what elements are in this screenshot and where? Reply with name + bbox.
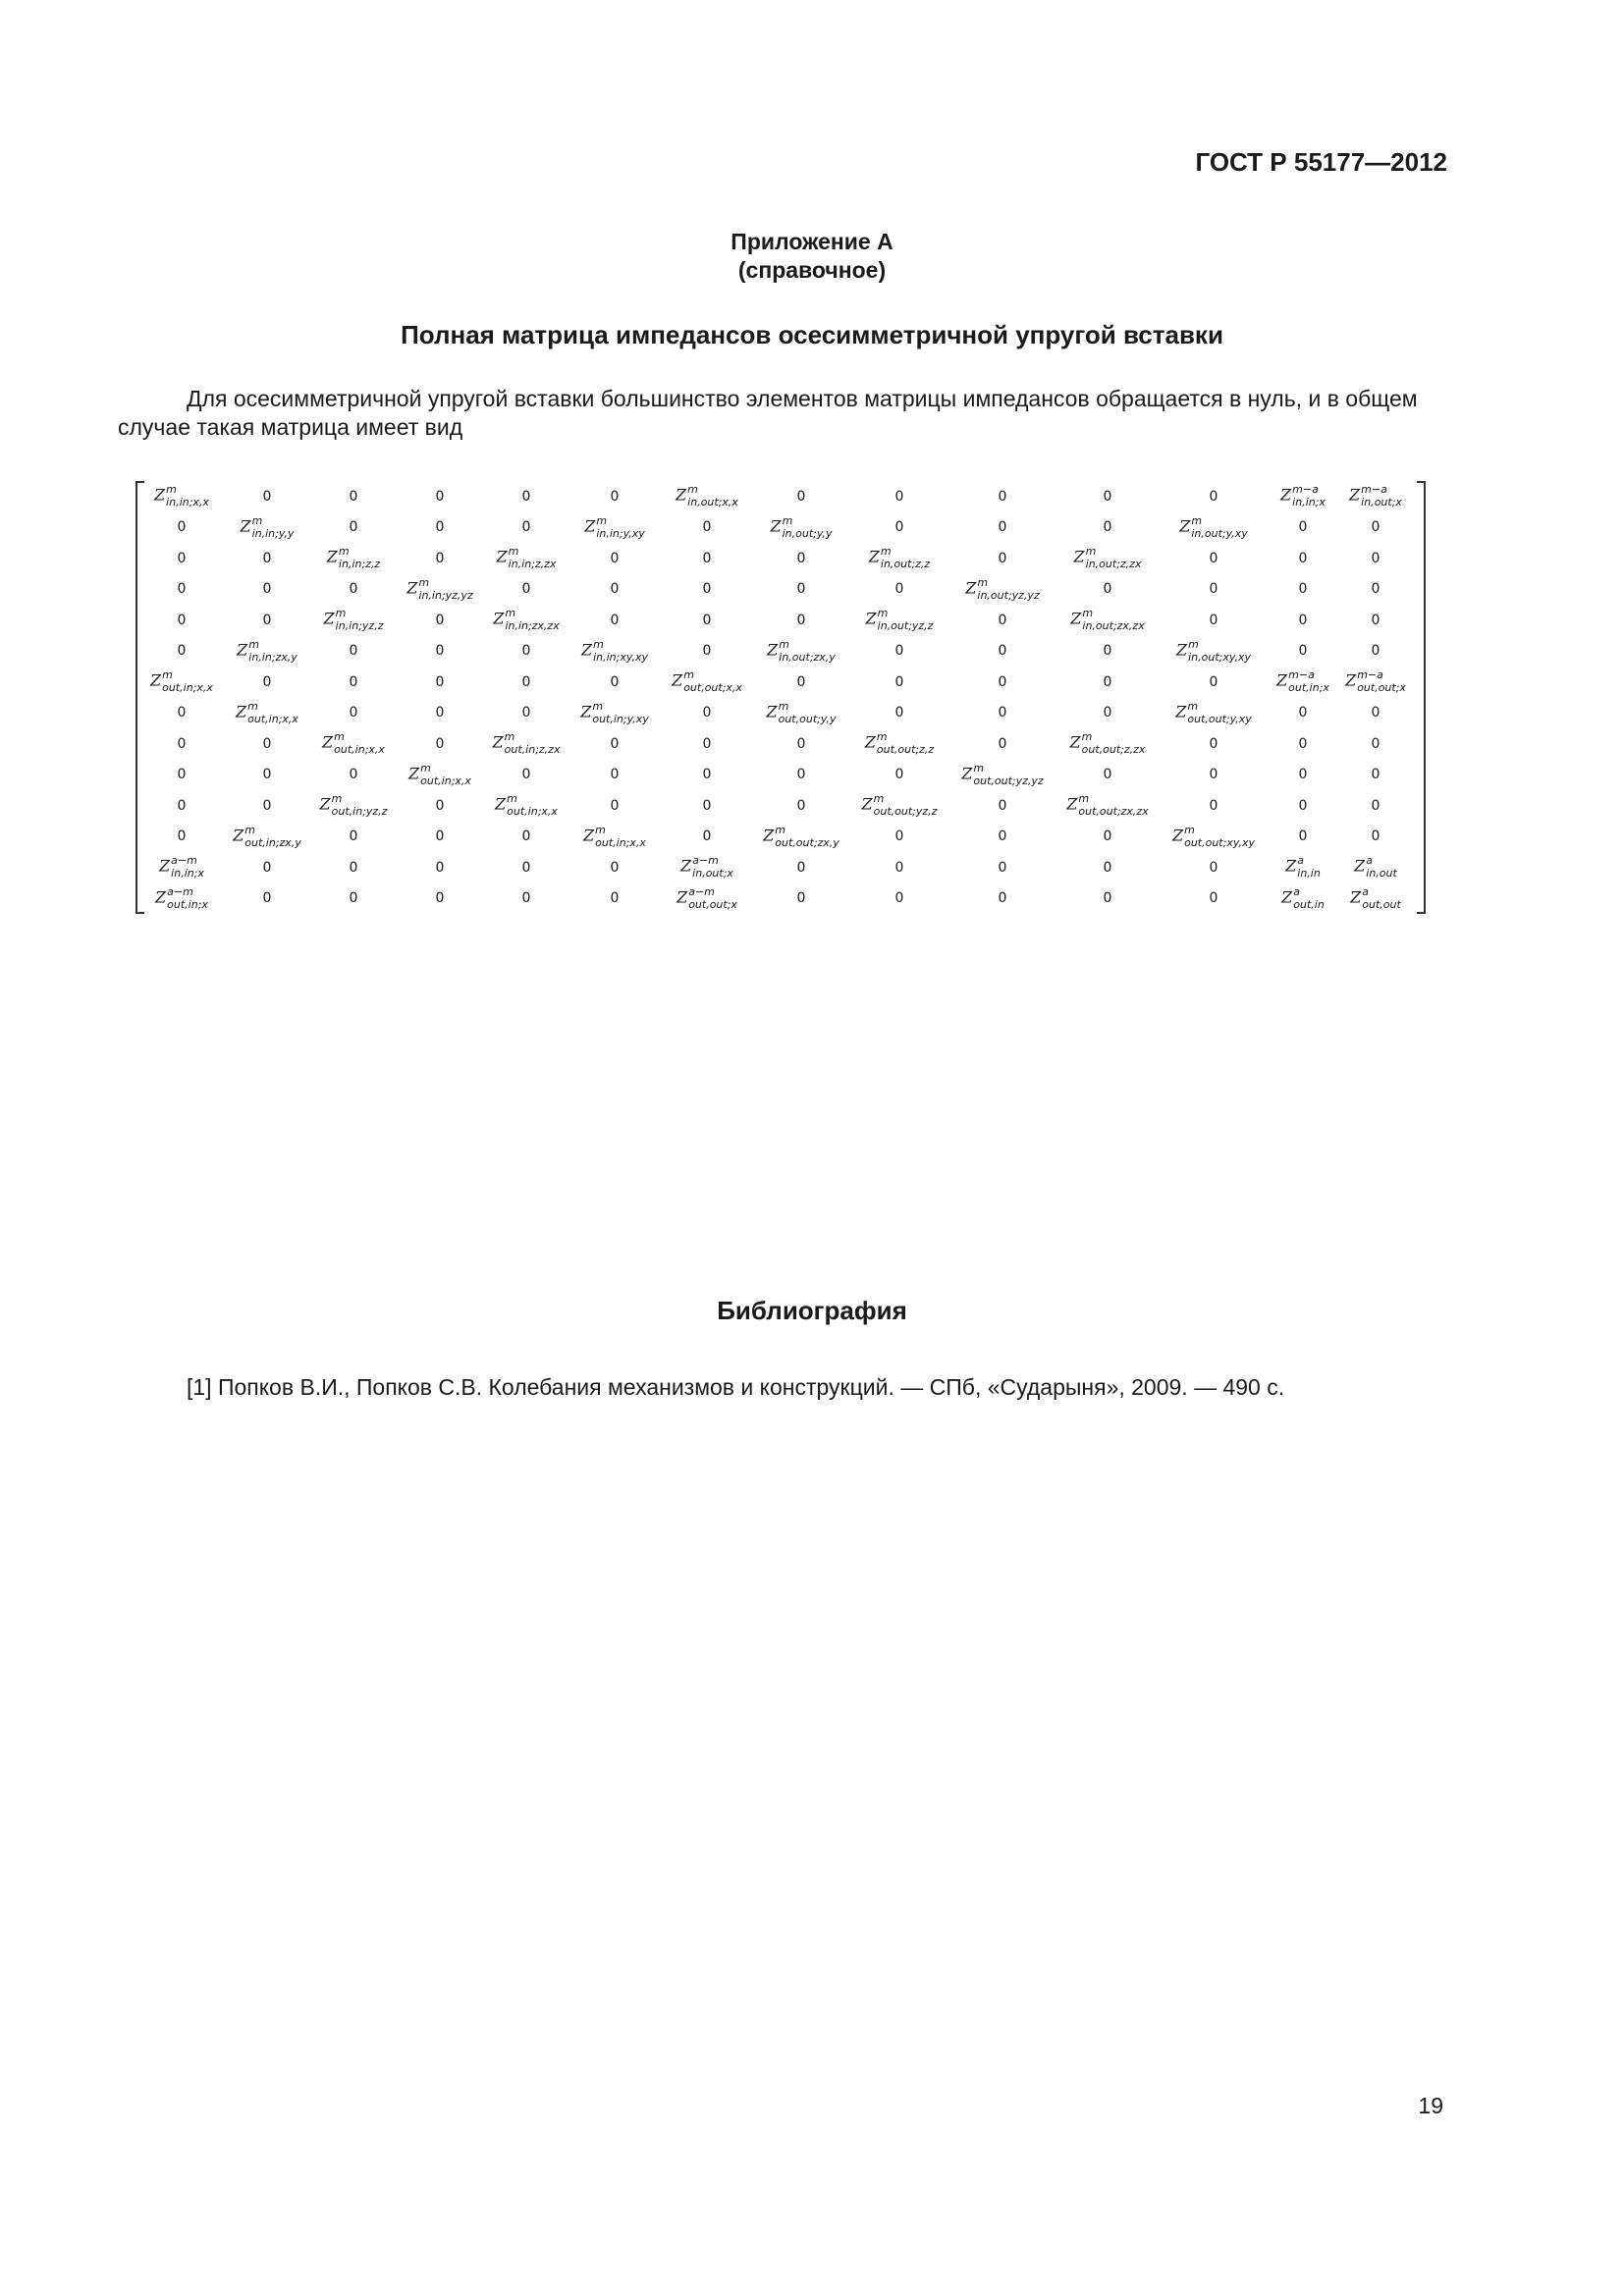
matrix-cell: 0 xyxy=(262,581,272,598)
matrix-cell: 0 xyxy=(1209,488,1218,505)
matrix-cell: 0 xyxy=(796,550,806,566)
matrix-cell: Z m in,out;yz,yz xyxy=(965,575,1040,602)
matrix-cell: 0 xyxy=(1371,612,1380,628)
matrix-cell: 0 xyxy=(1209,735,1218,752)
matrix-cell: Z m in,in;y,y xyxy=(240,513,295,540)
matrix-cell: 0 xyxy=(610,550,620,566)
matrix-cell: 0 xyxy=(1103,673,1112,690)
matrix-cell: 0 xyxy=(349,673,358,690)
matrix-cell: 0 xyxy=(262,797,272,814)
matrix-cell: Z m in,out;zx,y xyxy=(767,637,836,664)
matrix-cell: Z m in,out;x,x xyxy=(676,483,738,509)
matrix-cell: 0 xyxy=(894,519,904,536)
matrix-cell: 0 xyxy=(610,673,620,690)
matrix-cell: 0 xyxy=(998,705,1007,721)
matrix-cell: Z m in,out;y,xy xyxy=(1179,513,1248,540)
matrix-cell: Z m in,out;zx,zx xyxy=(1070,607,1145,633)
matrix-cell: 0 xyxy=(796,612,806,628)
matrix-cell: Z m out,in;x,x xyxy=(150,668,213,695)
matrix-cell: 0 xyxy=(610,612,620,628)
matrix-cell: 0 xyxy=(435,673,445,690)
matrix-cell: 0 xyxy=(1298,612,1308,628)
matrix-cell: 0 xyxy=(435,735,445,752)
matrix-row xyxy=(139,883,1412,915)
matrix-cell: 0 xyxy=(521,767,531,783)
matrix-cell: 0 xyxy=(349,890,358,907)
matrix-cell: 0 xyxy=(262,550,272,566)
matrix-cell: 0 xyxy=(1209,859,1218,876)
matrix-cell: 0 xyxy=(177,519,187,536)
matrix-cell: Z m in,out;z,zx xyxy=(1073,545,1142,571)
matrix-cell: 0 xyxy=(1371,705,1380,721)
matrix-cell: 0 xyxy=(521,859,531,876)
matrix-cell: Z m out,out;y,xy xyxy=(1175,699,1252,725)
matrix-cell: 0 xyxy=(177,612,187,628)
matrix-cell: 0 xyxy=(521,890,531,907)
matrix-cell: 0 xyxy=(1103,705,1112,721)
matrix-cell: 0 xyxy=(1298,767,1308,783)
matrix-cell: 0 xyxy=(262,859,272,876)
matrix-cell: 0 xyxy=(610,488,620,505)
appendix-heading xyxy=(0,228,1624,285)
matrix-cell: Z m in,out;z,z xyxy=(868,545,931,571)
matrix-cell: Z m out,in;x,x xyxy=(322,730,385,757)
matrix-cell: 0 xyxy=(894,859,904,876)
matrix-cell: Z a−m in,out;x xyxy=(680,854,733,881)
matrix-cell: 0 xyxy=(177,767,187,783)
matrix-cell: 0 xyxy=(1298,797,1308,814)
matrix-cell: Z m out,out;z,zx xyxy=(1069,730,1146,757)
matrix-cell: 0 xyxy=(998,488,1007,505)
matrix-cell: 0 xyxy=(702,581,712,598)
matrix-cell: 0 xyxy=(702,643,712,660)
matrix-cell: Z m out,out;yz,yz xyxy=(961,761,1044,787)
matrix-cell: 0 xyxy=(521,488,531,505)
matrix-cell: 0 xyxy=(1371,797,1380,814)
matrix-cell: 0 xyxy=(1371,643,1380,660)
matrix-cell: 0 xyxy=(894,643,904,660)
matrix-cell: Z m−a out,in;x xyxy=(1276,668,1329,695)
matrix-cell: 0 xyxy=(702,519,712,536)
matrix-cell: 0 xyxy=(998,859,1007,876)
appendix-kind: (справочное) xyxy=(737,257,887,283)
matrix-cell: Z m in,in;zx,zx xyxy=(493,607,560,633)
matrix-cell: 0 xyxy=(1371,519,1380,536)
matrix-cell: 0 xyxy=(610,797,620,814)
section-title: Полная матрица импедансов осесимметричной упругой вставки xyxy=(401,320,1223,349)
matrix-cell: 0 xyxy=(177,735,187,752)
matrix-cell: 0 xyxy=(702,550,712,566)
matrix-cell: Z a in,in xyxy=(1285,854,1321,881)
matrix-cell: 0 xyxy=(262,767,272,783)
matrix-cell: Z m out,out;zx,y xyxy=(763,823,839,849)
bibliography-title: Библиография xyxy=(717,1296,907,1325)
matrix-cell: 0 xyxy=(1371,828,1380,845)
matrix-cell: 0 xyxy=(435,612,445,628)
matrix-cell: 0 xyxy=(702,828,712,845)
matrix-cell: 0 xyxy=(1298,550,1308,566)
matrix-cell: Z m out,in;z,zx xyxy=(492,730,561,757)
matrix-cell: 0 xyxy=(1103,581,1112,598)
matrix-cell: Z m out,in;x,x xyxy=(583,823,646,849)
matrix-cell: 0 xyxy=(1298,519,1308,536)
matrix-cell: 0 xyxy=(1371,581,1380,598)
matrix-row xyxy=(139,728,1412,760)
matrix-cell: Z m out,out;y,y xyxy=(766,699,837,725)
matrix-cell: 0 xyxy=(1103,890,1112,907)
matrix-cell: 0 xyxy=(262,890,272,907)
matrix-cell: Z m out,out;x,x xyxy=(672,668,742,695)
matrix-cell: Z m out,out;xy,xy xyxy=(1171,823,1256,849)
matrix-cell: 0 xyxy=(521,705,531,721)
matrix-cell: Z m−a in,out;x xyxy=(1349,483,1402,509)
matrix-cell: 0 xyxy=(998,828,1007,845)
matrix-cell: 0 xyxy=(521,828,531,845)
matrix-row xyxy=(139,852,1412,883)
matrix-cell: 0 xyxy=(435,643,445,660)
matrix-cell: 0 xyxy=(349,581,358,598)
matrix-cell: 0 xyxy=(1209,550,1218,566)
matrix-cell: 0 xyxy=(435,488,445,505)
matrix-cell: 0 xyxy=(435,797,445,814)
matrix-row xyxy=(139,760,1412,791)
matrix-cell: 0 xyxy=(177,550,187,566)
matrix-cell: 0 xyxy=(349,705,358,721)
matrix-cell: 0 xyxy=(998,735,1007,752)
matrix-cell: 0 xyxy=(796,673,806,690)
matrix-cell: Z m−a in,in;x xyxy=(1280,483,1326,509)
matrix-cell: 0 xyxy=(521,643,531,660)
matrix-cell: 0 xyxy=(610,735,620,752)
matrix-cell: 0 xyxy=(894,767,904,783)
matrix-cell: Z m in,out;y,y xyxy=(770,513,833,540)
matrix-cell: 0 xyxy=(262,488,272,505)
matrix-cell: Z m in,out;xy,xy xyxy=(1175,637,1252,664)
matrix-cell: 0 xyxy=(177,797,187,814)
matrix-cell: 0 xyxy=(894,488,904,505)
matrix-row xyxy=(139,667,1412,698)
matrix-cell: 0 xyxy=(998,550,1007,566)
matrix-cell: 0 xyxy=(1209,797,1218,814)
matrix-cell: 0 xyxy=(796,581,806,598)
matrix-cell: 0 xyxy=(796,488,806,505)
matrix-cell: 0 xyxy=(1103,859,1112,876)
matrix-cell: 0 xyxy=(1103,488,1112,505)
matrix-cell: 0 xyxy=(1298,828,1308,845)
matrix-cell: 0 xyxy=(177,643,187,660)
bibliography-item: [1] Попков В.И., Попков С.В. Колебания механизмов и конструкций. — СПб, «Сударыня», 2009. — 490 с. xyxy=(187,1374,1285,1400)
matrix-row xyxy=(139,698,1412,729)
matrix-cell: 0 xyxy=(177,705,187,721)
matrix-row xyxy=(139,481,1412,512)
matrix-cell: 0 xyxy=(610,890,620,907)
matrix-cell: 0 xyxy=(796,735,806,752)
matrix-cell: Z m out,in;x,x xyxy=(495,792,558,819)
matrix-cell: 0 xyxy=(610,859,620,876)
matrix-cell: 0 xyxy=(998,519,1007,536)
matrix-cell: Z m in,in;zx,y xyxy=(237,637,298,664)
matrix-cell: 0 xyxy=(1209,890,1218,907)
matrix-cell: 0 xyxy=(1209,581,1218,598)
matrix-cell: Z a in,out xyxy=(1354,854,1397,881)
matrix-cell: 0 xyxy=(702,705,712,721)
matrix-cell: 0 xyxy=(1103,828,1112,845)
matrix-cell: 0 xyxy=(521,581,531,598)
page-number: 19 xyxy=(1418,2093,1443,2118)
matrix-cell: 0 xyxy=(894,828,904,845)
matrix-cell: 0 xyxy=(1298,735,1308,752)
matrix-cell: 0 xyxy=(702,612,712,628)
matrix-row xyxy=(139,512,1412,544)
matrix-cell: 0 xyxy=(998,612,1007,628)
matrix-cell: 0 xyxy=(435,550,445,566)
matrix-cell: 0 xyxy=(1209,673,1218,690)
matrix-cell: 0 xyxy=(262,612,272,628)
matrix-cell: 0 xyxy=(349,859,358,876)
matrix-right-bracket xyxy=(1417,481,1426,914)
matrix-cell: 0 xyxy=(349,828,358,845)
matrix-cell: Z m out,in;zx,y xyxy=(233,823,301,849)
matrix-cell: 0 xyxy=(1298,705,1308,721)
matrix-cell: Z m in,in;xy,xy xyxy=(580,637,649,664)
matrix-cell: 0 xyxy=(1103,519,1112,536)
matrix-cell: 0 xyxy=(894,581,904,598)
matrix-cell: 0 xyxy=(702,735,712,752)
matrix-cell: 0 xyxy=(1103,767,1112,783)
matrix-cell: 0 xyxy=(435,890,445,907)
matrix-cell: 0 xyxy=(894,890,904,907)
matrix-cell: Z m in,in;x,x xyxy=(154,483,209,509)
matrix-cell: 0 xyxy=(177,581,187,598)
matrix-cell: 0 xyxy=(1103,643,1112,660)
matrix-cell: Z m out,in;x,x xyxy=(408,761,471,787)
matrix-cell: Z m in,in;y,xy xyxy=(584,513,645,540)
matrix-cell: 0 xyxy=(435,519,445,536)
matrix-cell: 0 xyxy=(435,828,445,845)
matrix-cell: 0 xyxy=(521,673,531,690)
matrix-cell: 0 xyxy=(610,767,620,783)
matrix-row xyxy=(139,574,1412,606)
matrix-cell: 0 xyxy=(702,797,712,814)
matrix-cell: 0 xyxy=(435,859,445,876)
matrix-cell: 0 xyxy=(998,643,1007,660)
matrix-cell: 0 xyxy=(796,890,806,907)
matrix-cell: Z a out,out xyxy=(1350,884,1401,911)
matrix-cell: Z m out,out;zx,zx xyxy=(1066,792,1149,819)
matrix-cell: Z a−m in,in;x xyxy=(159,854,204,881)
matrix-cell: 0 xyxy=(349,519,358,536)
matrix-row xyxy=(139,636,1412,667)
matrix-cell: Z m in,in;yz,z xyxy=(323,607,384,633)
appendix-label: Приложение А xyxy=(731,229,893,254)
matrix-cell: 0 xyxy=(1209,612,1218,628)
matrix-cell: 0 xyxy=(349,488,358,505)
matrix-cell: Z a−m out,out;x xyxy=(677,884,737,911)
matrix-cell: 0 xyxy=(894,705,904,721)
matrix-cell: 0 xyxy=(1298,643,1308,660)
matrix-cell: Z a out,in xyxy=(1281,884,1325,911)
matrix-cell: 0 xyxy=(998,673,1007,690)
matrix-cell: 0 xyxy=(610,581,620,598)
matrix-cell: 0 xyxy=(894,673,904,690)
matrix-cell: 0 xyxy=(998,890,1007,907)
matrix-cell: 0 xyxy=(998,797,1007,814)
matrix-cell: Z a−m out,in;x xyxy=(155,884,208,911)
matrix-row xyxy=(139,790,1412,822)
matrix-cell: 0 xyxy=(435,705,445,721)
matrix-cell: 0 xyxy=(349,767,358,783)
matrix-cell: 0 xyxy=(702,767,712,783)
matrix-cell: 0 xyxy=(262,735,272,752)
matrix-cell: 0 xyxy=(1371,550,1380,566)
matrix-table xyxy=(139,481,1412,914)
matrix-cell: Z m out,in;yz,z xyxy=(319,792,388,819)
matrix-cell: 0 xyxy=(1371,767,1380,783)
matrix-cell: Z m out,in;y,xy xyxy=(580,699,649,725)
matrix-cell: 0 xyxy=(521,519,531,536)
matrix-row xyxy=(139,605,1412,636)
matrix-cell: Z m out,out;yz,z xyxy=(861,792,938,819)
matrix-cell: 0 xyxy=(349,643,358,660)
matrix-cell: Z m out,in;x,x xyxy=(236,699,298,725)
matrix-cell: Z m in,in;yz,yz xyxy=(406,575,473,602)
matrix-left-bracket xyxy=(135,481,144,914)
matrix-cell: 0 xyxy=(262,673,272,690)
matrix-row xyxy=(139,543,1412,574)
matrix-cell: 0 xyxy=(177,828,187,845)
matrix-cell: 0 xyxy=(1209,767,1218,783)
document-code: ГОСТ Р 55177—2012 xyxy=(1195,147,1447,177)
matrix-cell: Z m out,out;z,z xyxy=(864,730,935,757)
matrix-cell: Z m in,in;z,z xyxy=(326,545,381,571)
intro-paragraph: Для осесимметричной упругой вставки большинство элементов матрицы импедансов обращается в нуль, и в общем случае такая матрица имеет вид xyxy=(118,386,1418,440)
matrix-cell: Z m−a out,out;x xyxy=(1345,668,1406,695)
impedance-matrix xyxy=(135,481,1426,914)
matrix-cell: Z m in,in;z,zx xyxy=(496,545,557,571)
matrix-cell: 0 xyxy=(1371,735,1380,752)
matrix-cell: Z m in,out;yz,z xyxy=(865,607,934,633)
matrix-cell: 0 xyxy=(796,859,806,876)
matrix-cell: 0 xyxy=(796,797,806,814)
matrix-row xyxy=(139,822,1412,853)
matrix-cell: 0 xyxy=(796,767,806,783)
matrix-cell: 0 xyxy=(1298,581,1308,598)
